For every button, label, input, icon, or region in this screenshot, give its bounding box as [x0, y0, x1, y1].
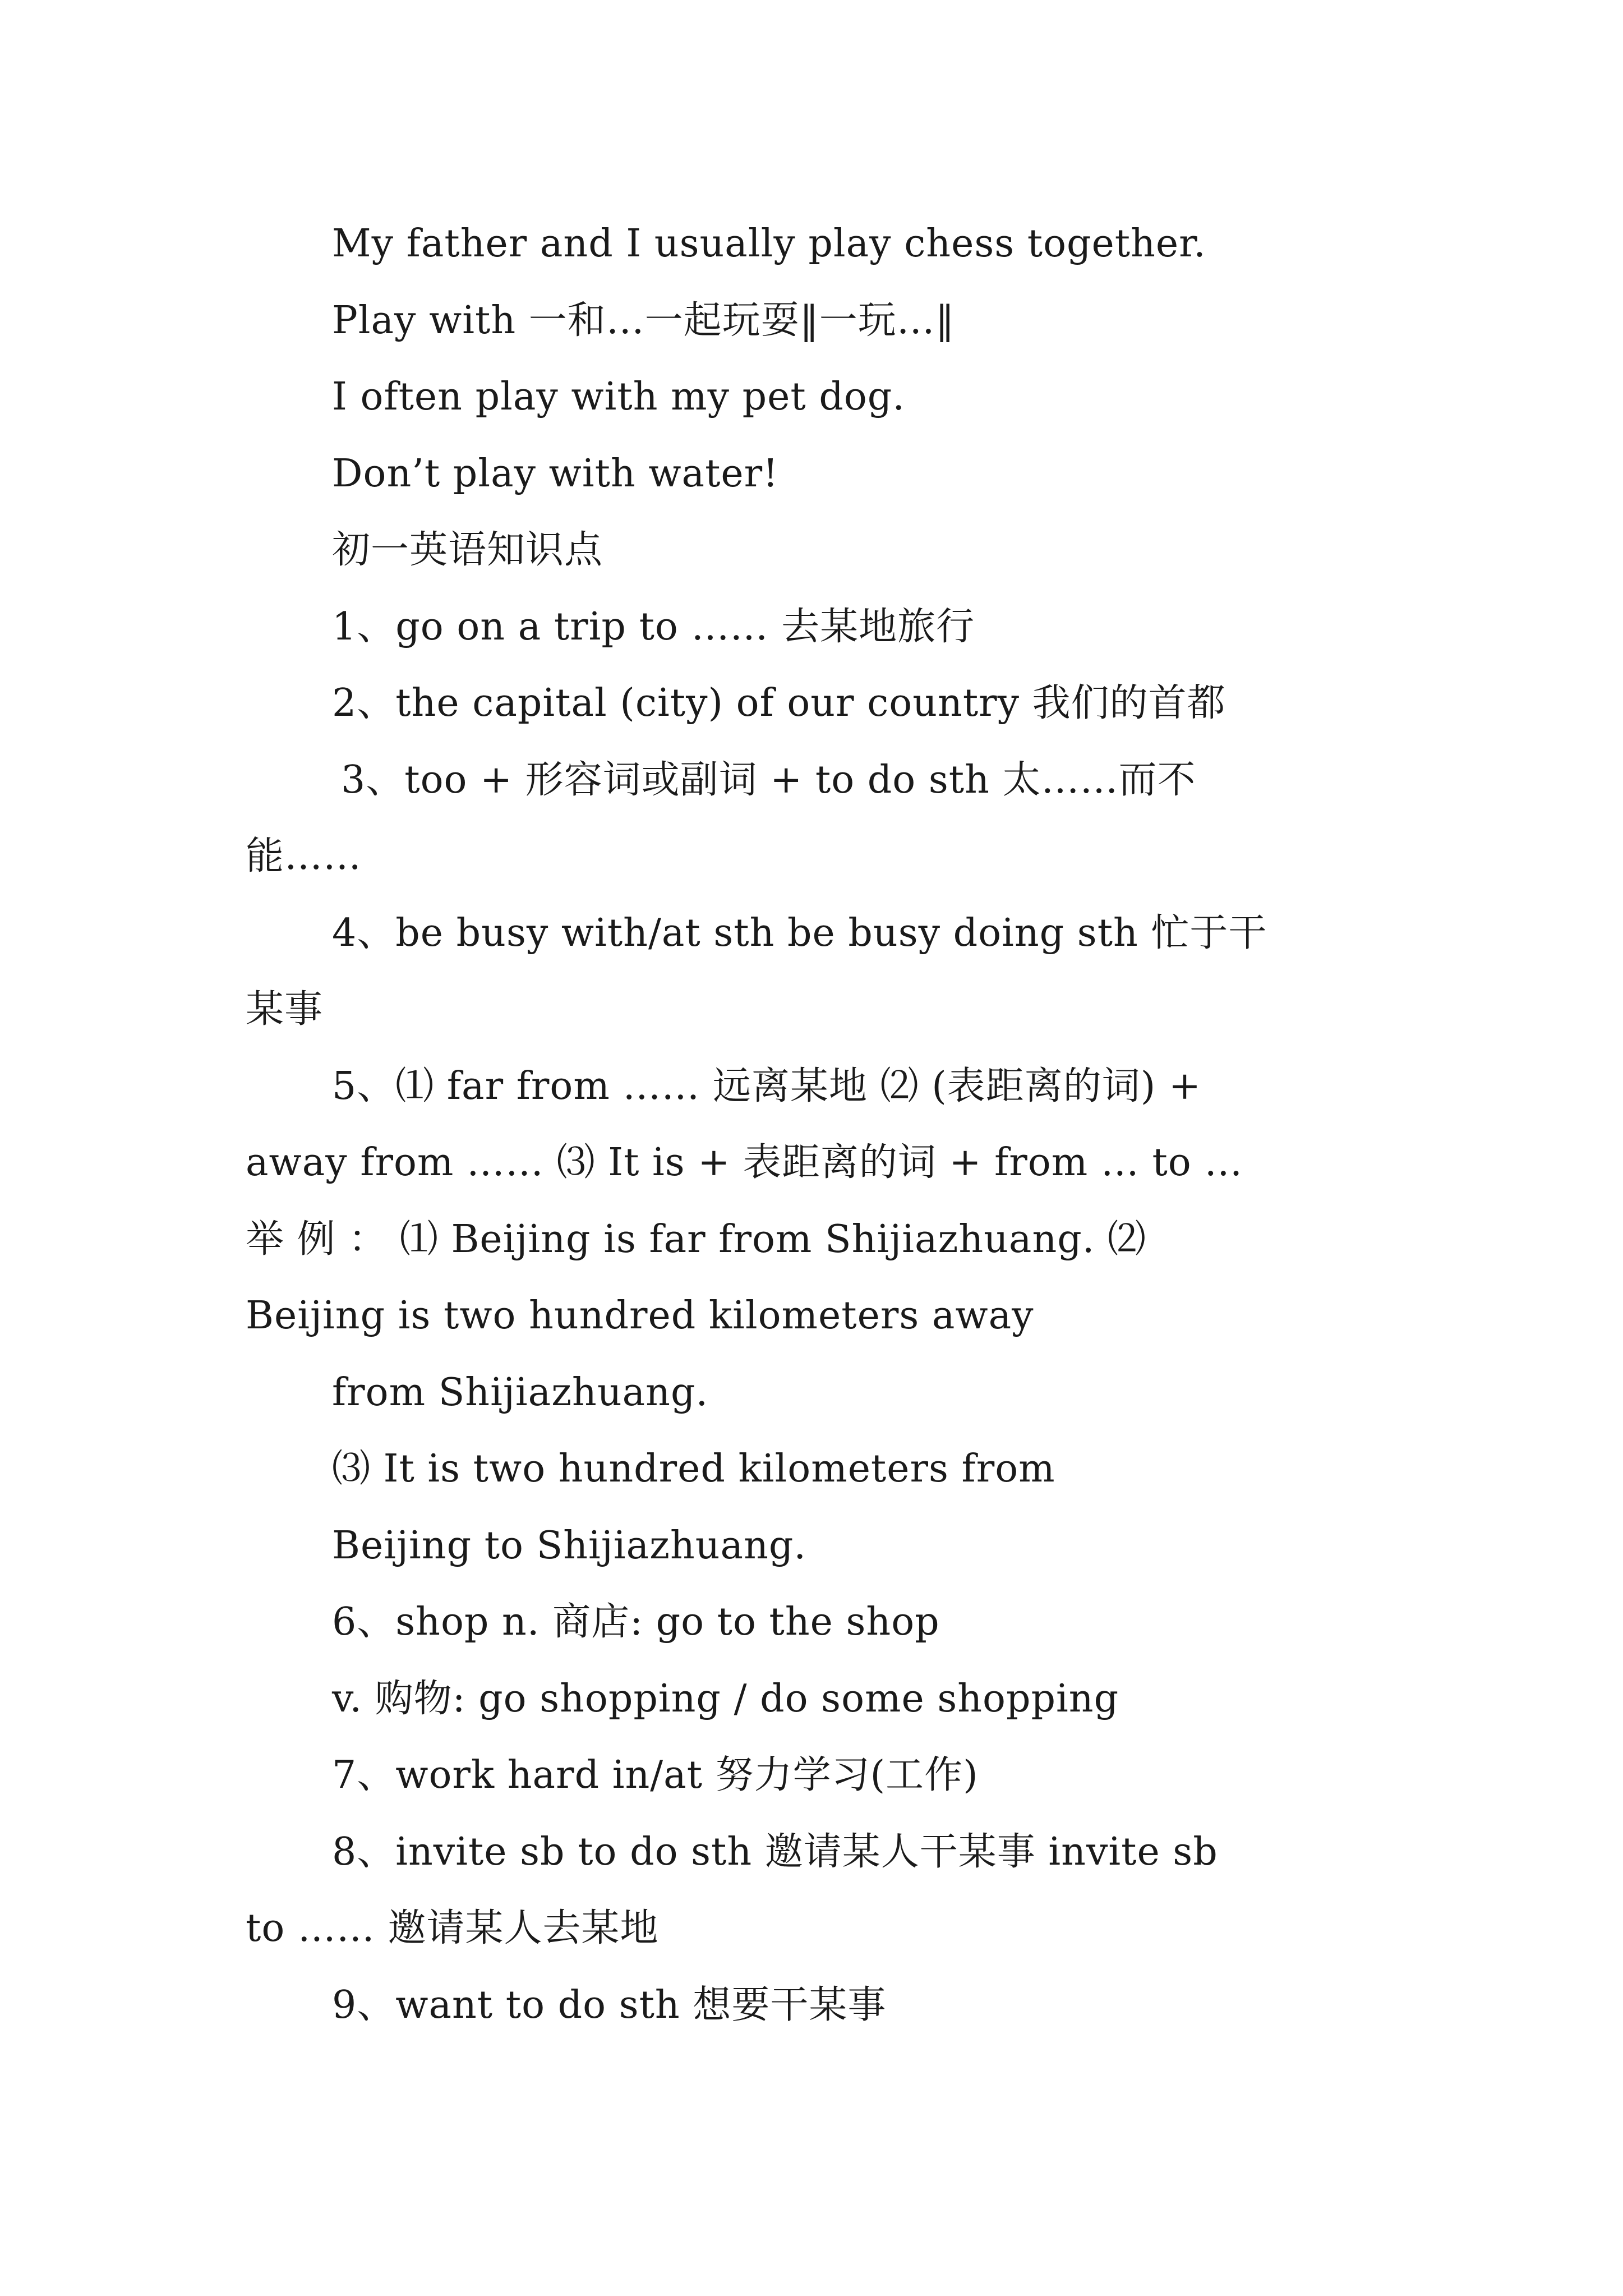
list-item: 9、want to do sth 想要干某事 [332, 1983, 887, 2027]
list-item-continuation: to …… 邀请某人去某地 [246, 1906, 659, 1950]
list-item-continuation: from Shijiazhuang. [332, 1370, 709, 1415]
list-item: 5、⑴ far from …… 远离某地 ⑵ (表距离的词) + [332, 1064, 1201, 1108]
list-item: 3、too + 形容词或副词 + to do sth 太……而不 [341, 758, 1196, 802]
list-item: 2、the capital (city) of our country 我们的首都 [332, 681, 1226, 725]
list-item-continuation: away from …… ⑶ It is + 表距离的词 + from … to … [246, 1140, 1243, 1185]
list-item-continuation: 举 例 ： ⑴ Beijing is far from Shijiazhuang. ⑵ [246, 1217, 1147, 1262]
list-item-continuation: Beijing is two hundred kilometers away [246, 1294, 1034, 1338]
list-item: 1、go on a trip to …… 去某地旅行 [332, 605, 975, 649]
list-item-continuation: v. 购物: go shopping / do some shopping [332, 1677, 1119, 1721]
text-line: My father and I usually play chess together. [332, 222, 1206, 266]
list-item: 4、be busy with/at sth be busy doing sth 忙于干 [332, 911, 1267, 955]
list-item: 8、invite sb to do sth 邀请某人干某事 invite sb [332, 1830, 1218, 1874]
list-item-continuation: Beijing to Shijiazhuang. [332, 1524, 807, 1568]
list-item-continuation: 某事 [246, 987, 324, 1032]
text-line: I often play with my pet dog. [332, 375, 905, 419]
list-item-continuation: 能…… [246, 834, 362, 878]
list-item: 6、shop n. 商店: go to the shop [332, 1600, 940, 1644]
section-heading: 初一英语知识点 [332, 528, 603, 572]
text-line: Don’t play with water! [332, 452, 779, 496]
list-item: 7、work hard in/at 努力学习(工作) [332, 1753, 979, 1797]
list-item-continuation: ⑶ It is two hundred kilometers from [332, 1447, 1055, 1491]
text-line: Play with 一和…一起玩耍‖一玩…‖ [332, 298, 955, 343]
